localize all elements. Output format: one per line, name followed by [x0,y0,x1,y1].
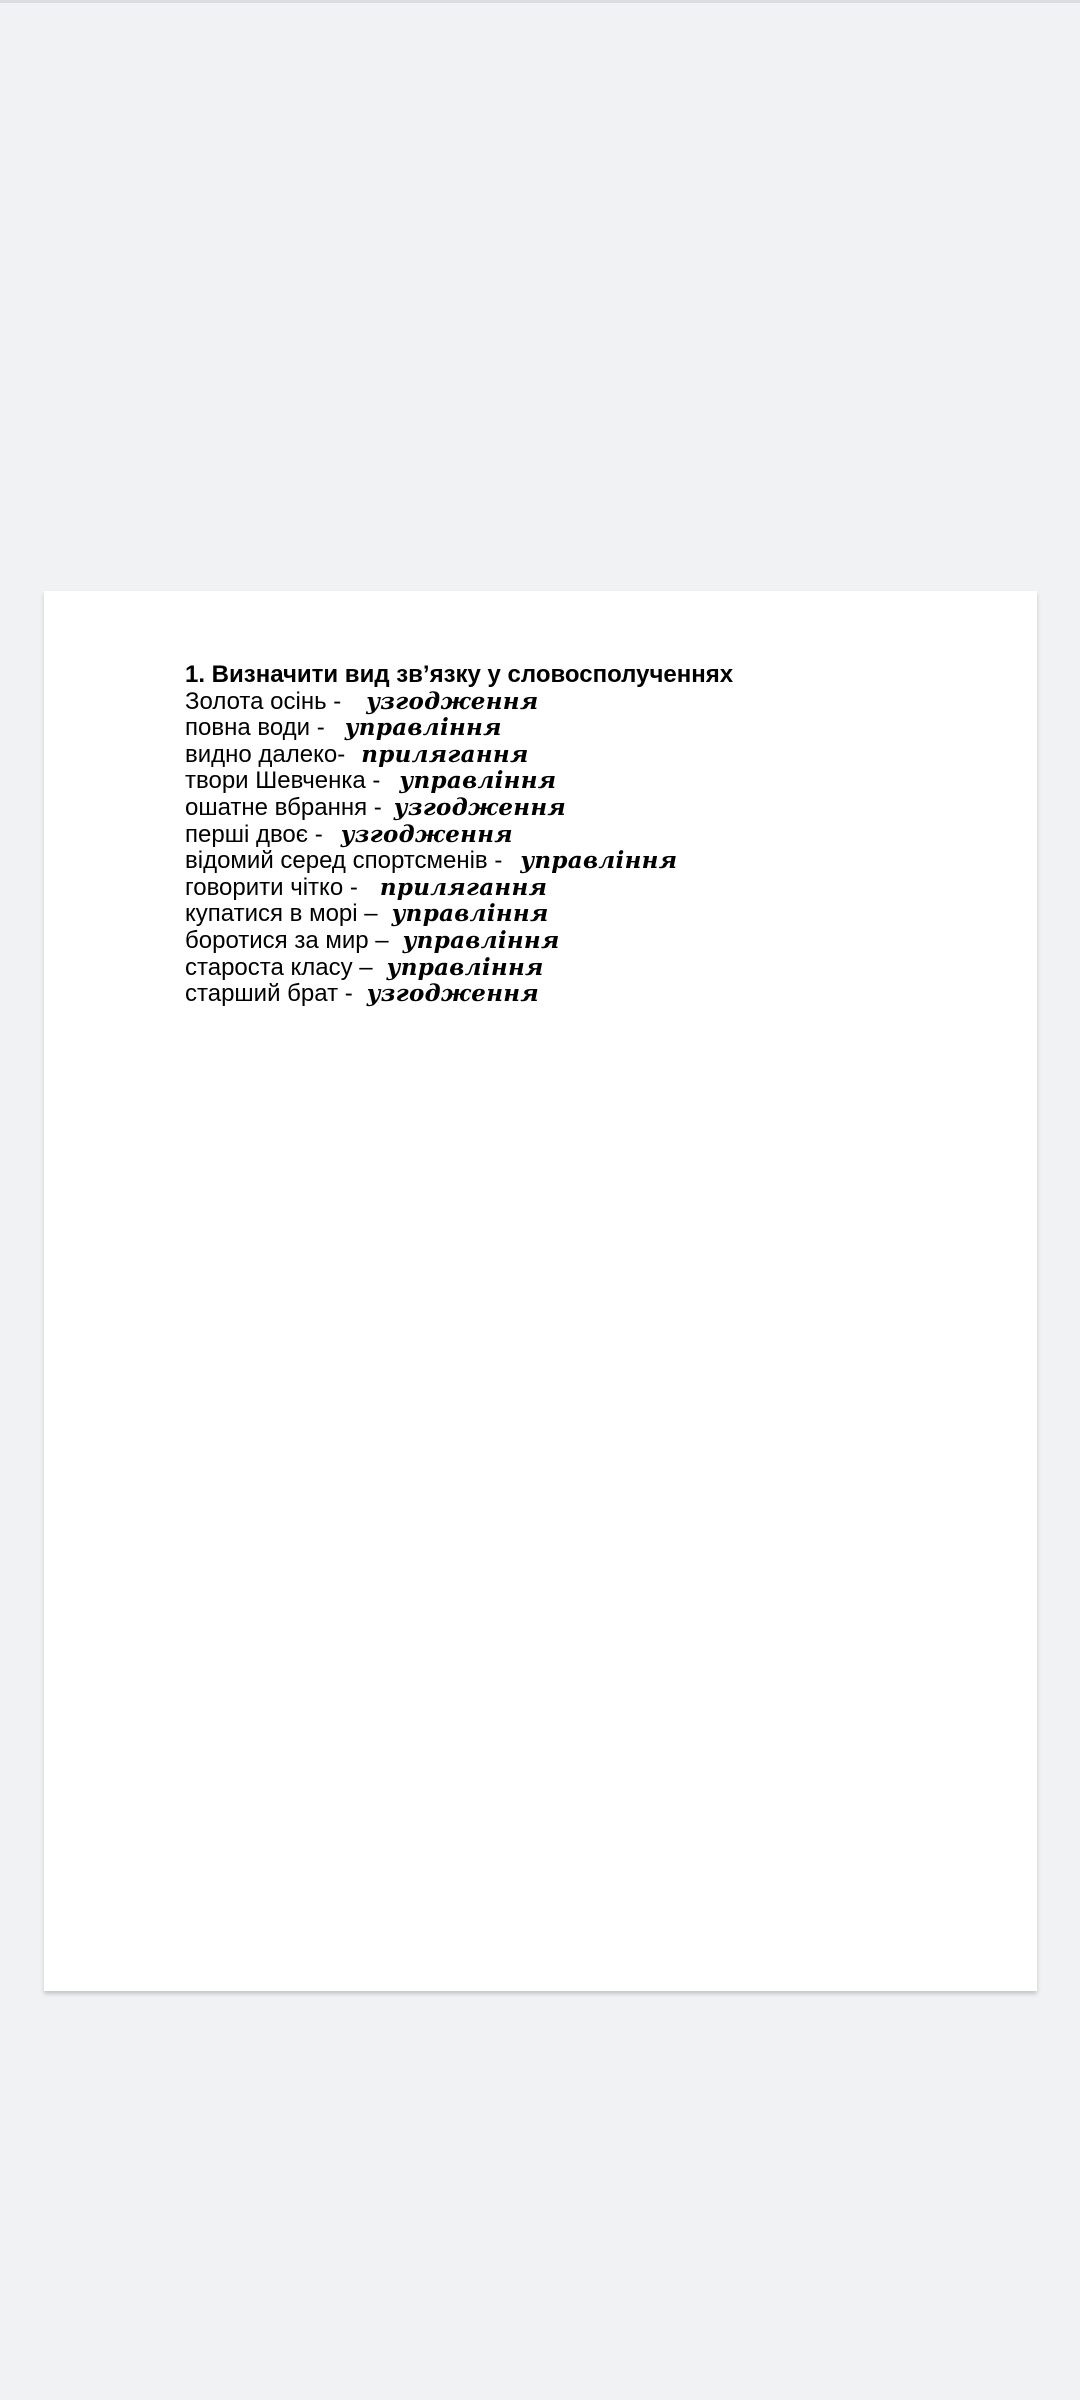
list-item [185,768,1005,795]
document-page [44,591,1037,1991]
phrase-text: купатися в морі – [185,900,378,928]
handwritten-answer: прилягання [379,873,548,901]
list-item [185,955,1005,982]
phrase-text: боротися за мир – [185,926,389,954]
handwritten-answer: узгодження [366,687,539,715]
phrase-text: перші двоє - [185,820,323,848]
phrase-text: відомий серед спортсменів - [185,847,503,875]
handwritten-answer: узгодження [393,793,566,821]
phrase-text: староста класу – [185,953,373,981]
viewer-top-edge [0,0,1080,3]
list-item [185,981,1005,1008]
handwritten-answer: узгодження [366,980,539,1008]
handwritten-answer: управління [391,900,549,928]
phrase-text: Золота осінь - [185,687,342,715]
phrase-text: говорити чітко - [185,873,358,901]
handwritten-answer: управління [399,767,557,795]
list-item [185,742,1005,769]
phrase-text: старший брат - [185,980,353,1008]
list-item [185,901,1005,928]
document-content [185,662,1005,1008]
exercise-heading: 1. Визначити вид зв’язку у словосполученнях [185,661,734,688]
phrase-text: повна води - [185,714,325,742]
handwritten-answer: узгодження [340,820,513,848]
handwritten-answer: управління [344,714,502,742]
handwritten-answer: прилягання [361,740,529,768]
handwritten-answer: управління [386,953,544,981]
list-item [185,795,1005,822]
phrase-text: ошатне вбрання - [185,793,382,821]
list-item [185,715,1005,742]
list-item [185,689,1005,716]
list-item [185,848,1005,875]
list-item [185,875,1005,902]
list-item [185,928,1005,955]
phrase-text: твори Шевченка - [185,767,381,795]
handwritten-answer: управління [402,926,560,954]
list-item [185,822,1005,849]
handwritten-answer: управління [520,847,678,875]
phrase-text: видно далеко- [185,740,346,768]
